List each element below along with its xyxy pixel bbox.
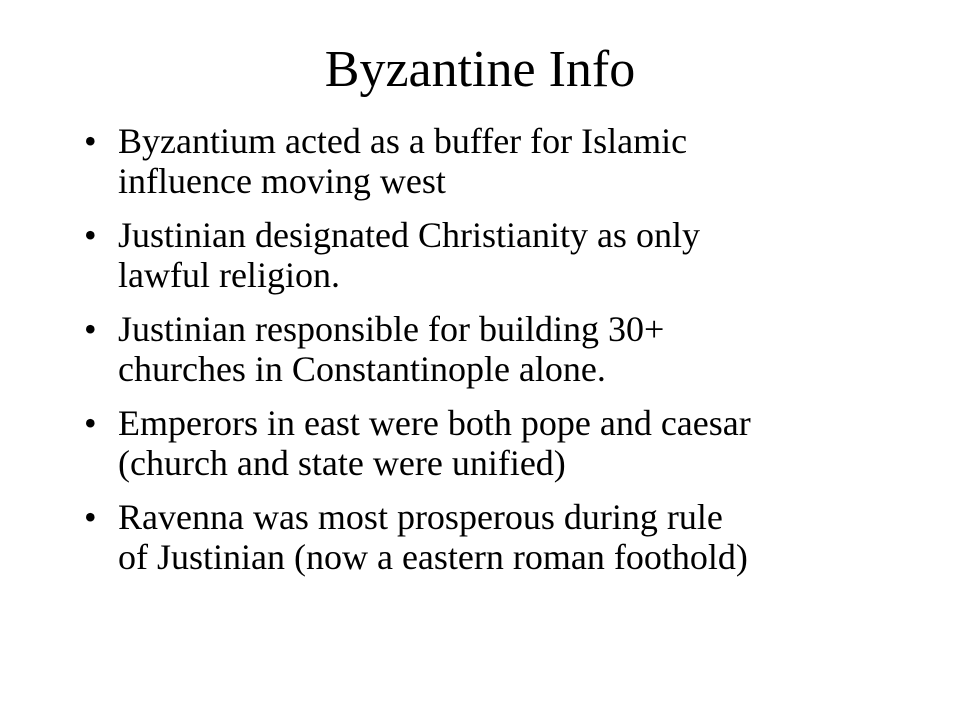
bullet-line: churches in Constantinople alone. — [118, 349, 606, 389]
bullet-line: Justinian responsible for building 30+ — [118, 309, 665, 349]
bullet-line: Ravenna was most prosperous during rule — [118, 497, 723, 537]
bullet-line: Justinian designated Christianity as only — [118, 215, 700, 255]
bullet-item — [80, 403, 900, 483]
bullet-list — [80, 121, 900, 591]
bullet-item — [80, 121, 900, 201]
slide-title: Byzantine Info — [324, 41, 636, 98]
bullet-icon: • — [84, 403, 97, 443]
bullet-line: (church and state were unified) — [118, 443, 566, 483]
bullet-item — [80, 309, 900, 389]
bullet-line: Emperors in east were both pope and caesar — [118, 403, 751, 443]
bullet-line: Byzantium acted as a buffer for Islamic — [118, 121, 688, 161]
bullet-icon: • — [84, 215, 97, 255]
bullet-item — [80, 497, 900, 577]
bullet-item — [80, 215, 900, 295]
bullet-icon: • — [84, 497, 97, 537]
bullet-line: lawful religion. — [118, 255, 340, 295]
bullet-icon: • — [84, 309, 97, 349]
bullet-line: of Justinian (now a eastern roman foothold) — [118, 537, 748, 577]
bullet-icon: • — [84, 121, 97, 161]
bullet-line: influence moving west — [118, 161, 446, 201]
